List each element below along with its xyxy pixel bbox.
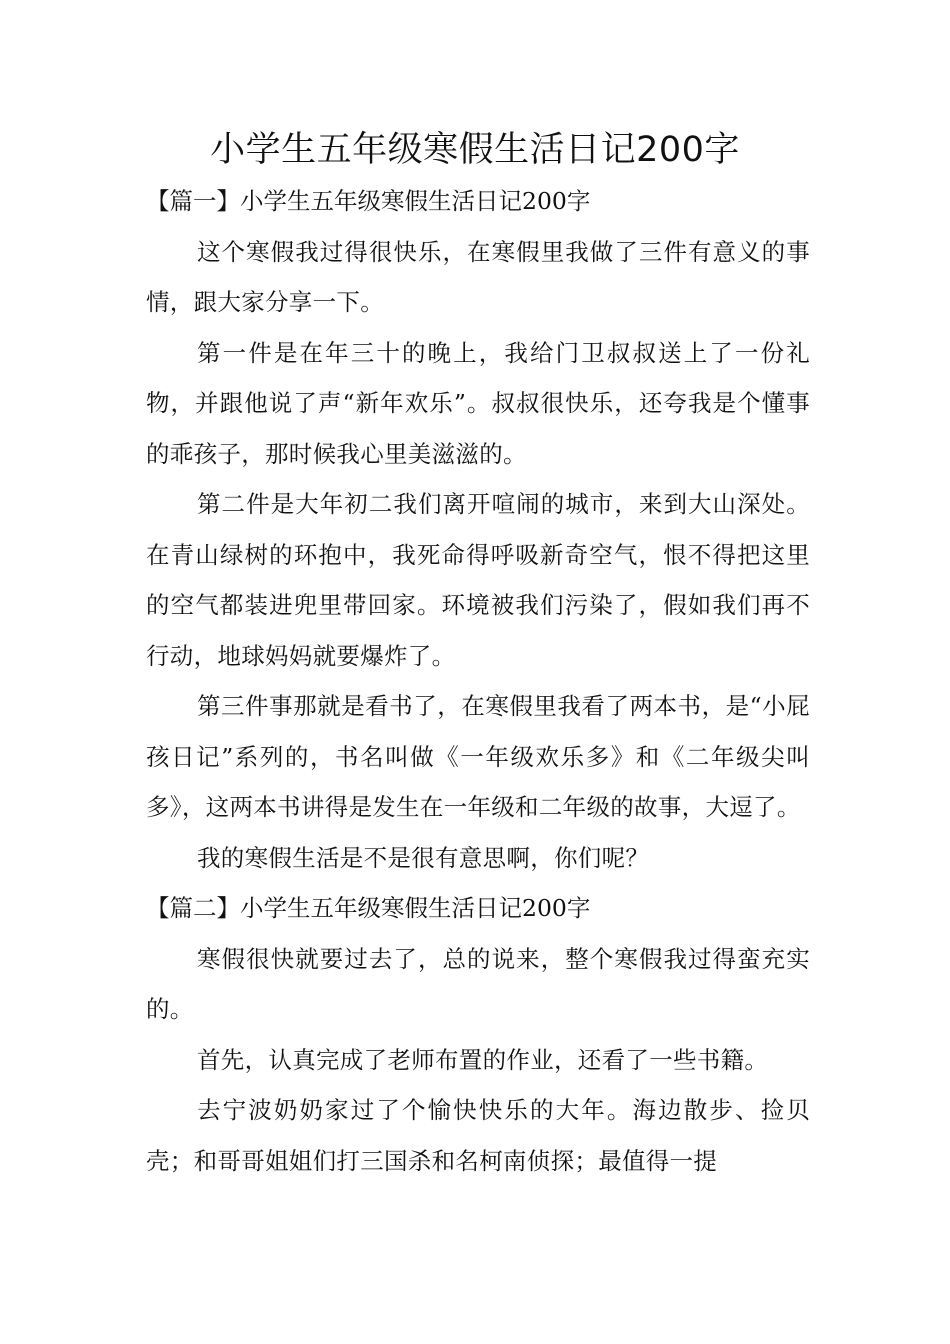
paragraph: 首先，认真完成了老师布置的作业，还看了一些书籍。	[197, 1045, 769, 1074]
section-two	[146, 883, 810, 1186]
paragraph: 去宁波奶奶家过了个愉快快乐的大年。海边散步、捡贝壳；和哥哥姐姐们打三国杀和名柯南侦探；最值得一提	[146, 1096, 810, 1175]
document-body	[146, 176, 810, 1186]
section-heading: 【篇一】小学生五年级寒假生活日记200字	[146, 187, 591, 215]
paragraph: 第三件事那就是看书了，在寒假里我看了两本书，是“小屁孩日记”系列的，书名叫做《一年级欢乐多》和《二年级尖叫多》，这两本书讲得是发生在一年级和二年级的故事，大逗了。	[146, 692, 810, 821]
section-heading: 【篇二】小学生五年级寒假生活日记200字	[146, 894, 591, 922]
paragraph: 我的寒假生活是不是很有意思啊，你们呢？	[197, 843, 650, 872]
section-one	[146, 176, 810, 883]
paragraph: 寒假很快就要过去了，总的说来，整个寒假我过得蛮充实的。	[146, 944, 810, 1023]
paragraph: 第二件是大年初二我们离开喧闹的城市，来到大山深处。在青山绿树的环抱中，我死命得呼吸新奇空气，恨不得把这里的空气都装进兜里带回家。环境被我们污染了，假如我们再不行动，地球妈妈就要爆炸了。	[146, 490, 810, 670]
document-title: 小学生五年级寒假生活日记200字	[210, 130, 740, 170]
paragraph: 第一件是在年三十的晚上，我给门卫叔叔送上了一份礼物，并跟他说了声“新年欢乐”。叔叔很快乐，还夸我是个懂事的乖孩子，那时候我心里美滋滋的。	[146, 338, 810, 468]
paragraph: 这个寒假我过得很快乐，在寒假里我做了三件有意义的事情，跟大家分享一下。	[146, 237, 810, 316]
